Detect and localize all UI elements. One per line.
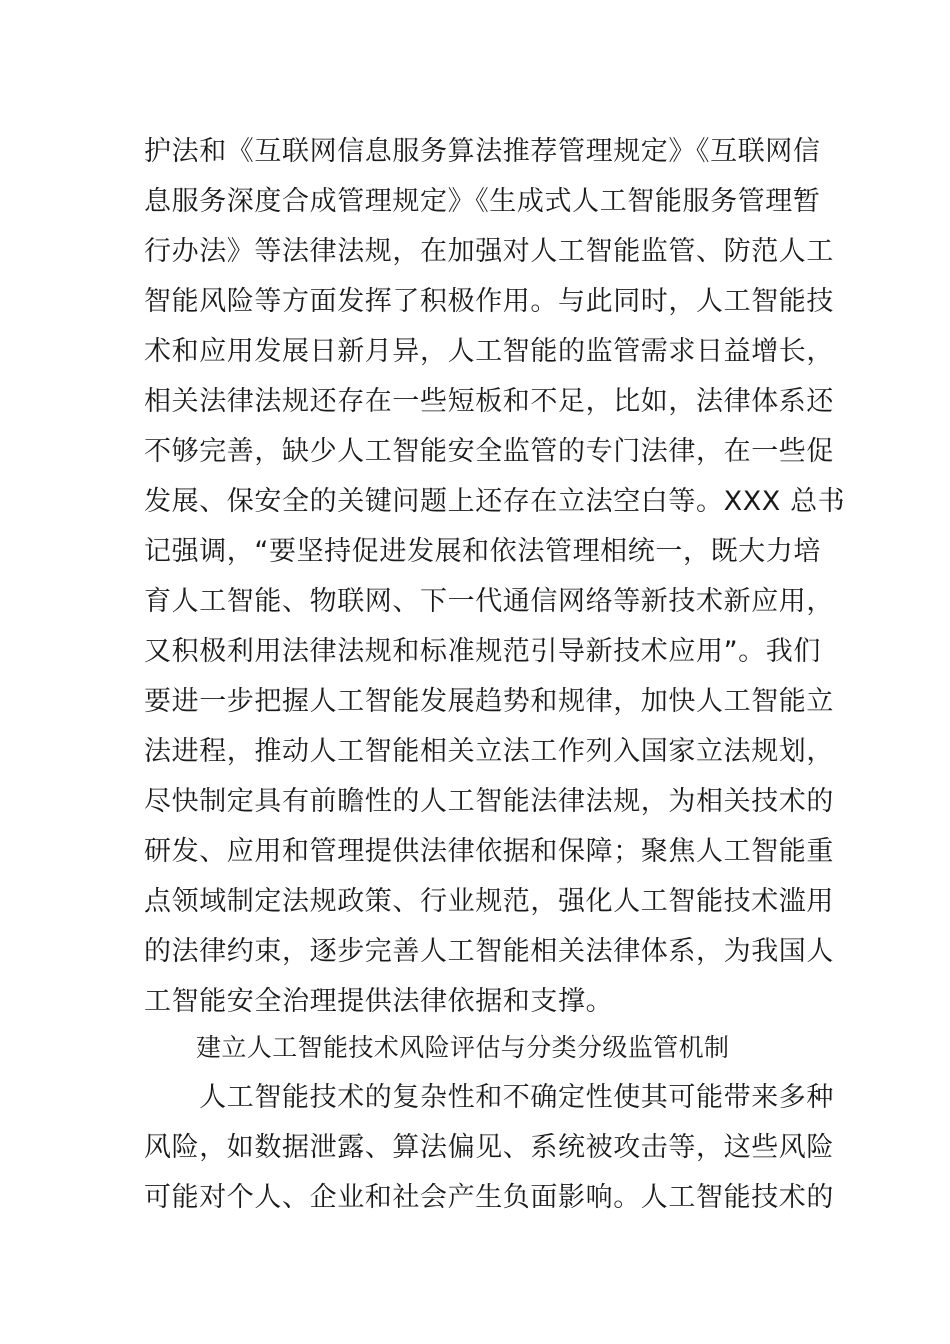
- paragraph-line: 可能对个人、企业和社会产生负面影响。人工智能技术的: [144, 1182, 834, 1213]
- paragraph-2: [144, 1073, 834, 1223]
- paragraph-line: 要进一步把握人工智能发展趋势和规律，加快人工智能立: [144, 686, 834, 717]
- paragraph-line: 记强调，“要坚持促进发展和依法管理相统一，既大力培: [144, 536, 821, 567]
- paragraph-line: 尽快制定具有前瞻性的人工智能法律法规，为相关技术的: [144, 786, 834, 817]
- paragraph-line: 息服务深度合成管理规定》《生成式人工智能服务管理暂: [144, 186, 821, 217]
- paragraph-line: 研发、应用和管理提供法律依据和保障；聚焦人工智能重: [144, 836, 834, 867]
- paragraph-line: 又积极利用法律法规和标准规范引导新技术应用”。我们: [144, 636, 821, 667]
- paragraph-line: 术和应用发展日新月异，人工智能的监管需求日益增长，: [144, 336, 834, 367]
- paragraph-line: 风险，如数据泄露、算法偏见、系统被攻击等，这些风险: [144, 1132, 834, 1163]
- paragraph-line: 相关法律法规还存在一些短板和不足，比如，法律体系还: [144, 386, 834, 417]
- paragraph-line: 人工智能技术的复杂性和不确定性使其可能带来多种: [144, 1082, 834, 1113]
- paragraph-line: 的法律约束，逐步完善人工智能相关法律体系，为我国人: [144, 936, 834, 967]
- paragraph-1: [144, 127, 846, 1027]
- paragraph-line: 法进程，推动人工智能相关立法工作列入国家立法规划，: [144, 736, 834, 767]
- paragraph-line: 点领域制定法规政策、行业规范，强化人工智能技术滥用: [144, 886, 834, 917]
- paragraph-line: 智能风险等方面发挥了积极作用。与此同时，人工智能技: [144, 286, 834, 317]
- paragraph-line-last: 工智能安全治理提供法律依据和支撑。: [144, 986, 614, 1017]
- paragraph-line: 发展、保安全的关键问题上还存在立法空白等。XXX 总书: [144, 486, 846, 517]
- paragraph-line: 育人工智能、物联网、下一代通信网络等新技术新应用，: [144, 586, 834, 617]
- paragraph-line: 护法和《互联网信息服务算法推荐管理规定》《互联网信: [144, 136, 821, 167]
- section-heading: 建立人工智能技术风险评估与分类分级监管机制: [196, 1033, 730, 1062]
- paragraph-line: 不够完善，缺少人工智能安全监管的专门法律，在一些促: [144, 436, 834, 467]
- paragraph-line: 行办法》等法律法规，在加强对人工智能监管、防范人工: [144, 236, 834, 267]
